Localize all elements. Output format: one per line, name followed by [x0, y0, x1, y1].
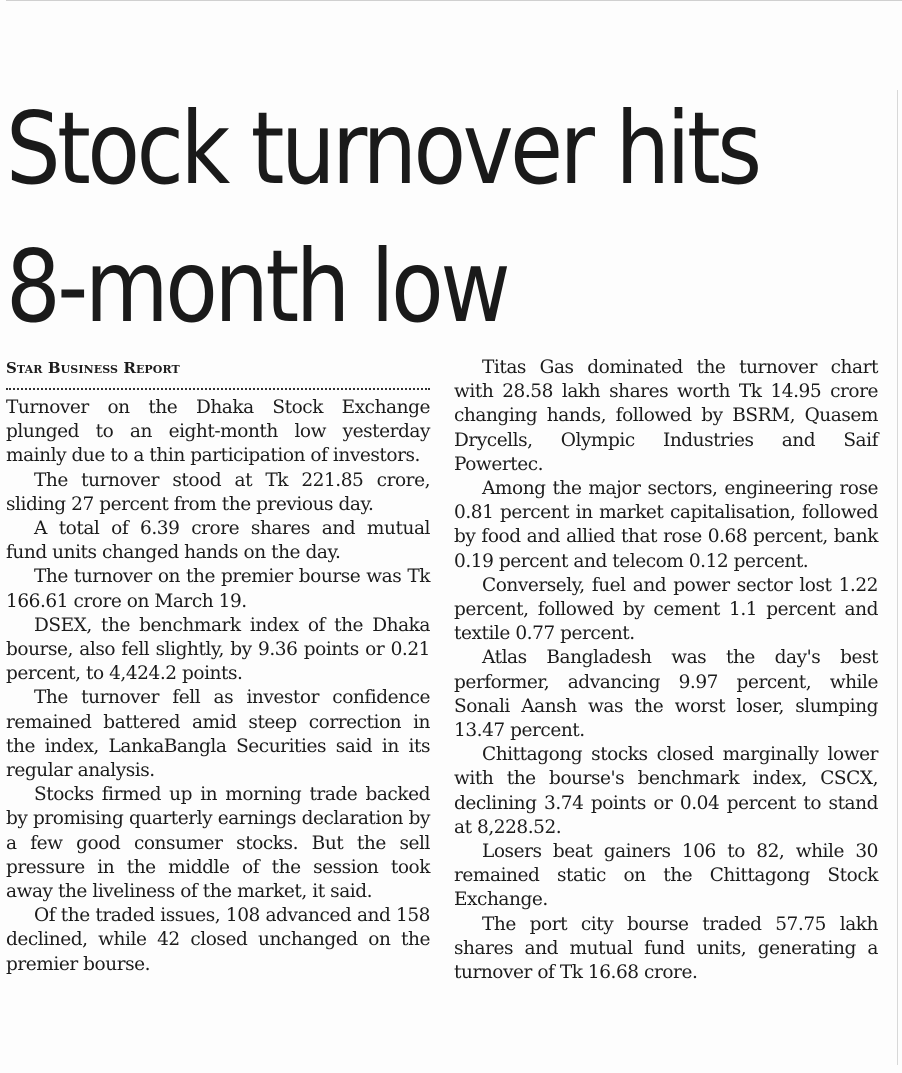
paragraph: Among the major sectors, engineering rose 0.81 percent in market capitalisation, followed by food and allied that rose 0.68 percent, bank 0.19 percent and telecom 0.12 percent.: [454, 478, 878, 572]
paragraph: Chittagong stocks closed marginally lower with the bourse's benchmark index, CSCX, declining 3.74 points or 0.04 percent to stand at 8,228.52.: [454, 744, 878, 838]
paragraph: Of the traded issues, 108 advanced and 158 declined, while 42 closed unchanged on the premier bourse.: [6, 905, 430, 975]
right-edge-line: [897, 90, 898, 1065]
paragraph: DSEX, the benchmark index of the Dhaka bourse, also fell slightly, by 9.36 points or 0.21 percent, to 4,424.2 points.: [6, 614, 430, 685]
paragraph: A total of 6.39 crore shares and mutual fund units changed hands on the day.: [6, 518, 430, 564]
byline-divider: [6, 388, 430, 390]
headline-line-2: 8-month low: [6, 228, 508, 345]
paragraph: Stocks firmed up in morning trade backed by promising quarterly earnings declaration by a few good consumer stocks. But the sell pressure in the middle of the session took away the liveliness of the market, it said.: [6, 784, 430, 903]
paragraph: Titas Gas dominated the turnover chart with 28.58 lakh shares worth Tk 14.95 crore changing hands, followed by BSRM, Quasem Drycells, Olympic Industries and Saif Powertec.: [454, 357, 878, 475]
paragraph: The turnover on the premier bourse was Tk 166.61 crore on March 19.: [6, 566, 430, 612]
paragraph: Conversely, fuel and power sector lost 1.22 percent, followed by cement 1.1 percent and textile 0.77 percent.: [454, 574, 878, 645]
byline: Star Business Report: [6, 359, 180, 377]
paragraph: The turnover fell as investor confidence remained battered amid steep correction in the index, LankaBangla Securities said in its regular analysis.: [6, 687, 430, 782]
right-column: [454, 356, 878, 985]
headline-line-1: Stock turnover hits: [6, 90, 759, 207]
paragraph: The turnover stood at Tk 221.85 crore, sliding 27 percent from the previous day.: [6, 469, 430, 515]
paragraph: Atlas Bangladesh was the day's best performer, advancing 9.97 percent, while Sonali Aansh was the worst loser, slumping 13.47 percent.: [454, 647, 878, 742]
paragraph: Losers beat gainers 106 to 82, while 30 remained static on the Chittagong Stock Exchange.: [454, 841, 878, 911]
headline: [6, 80, 763, 356]
paragraph: The port city bourse traded 57.75 lakh shares and mutual fund units, generating a turnover of Tk 16.68 crore.: [454, 913, 878, 984]
paragraph: Turnover on the Dhaka Stock Exchange plunged to an eight-month low yesterday mainly due to a thin participation of investors.: [6, 397, 430, 467]
top-border: [6, 0, 902, 2]
left-column: [6, 356, 430, 977]
